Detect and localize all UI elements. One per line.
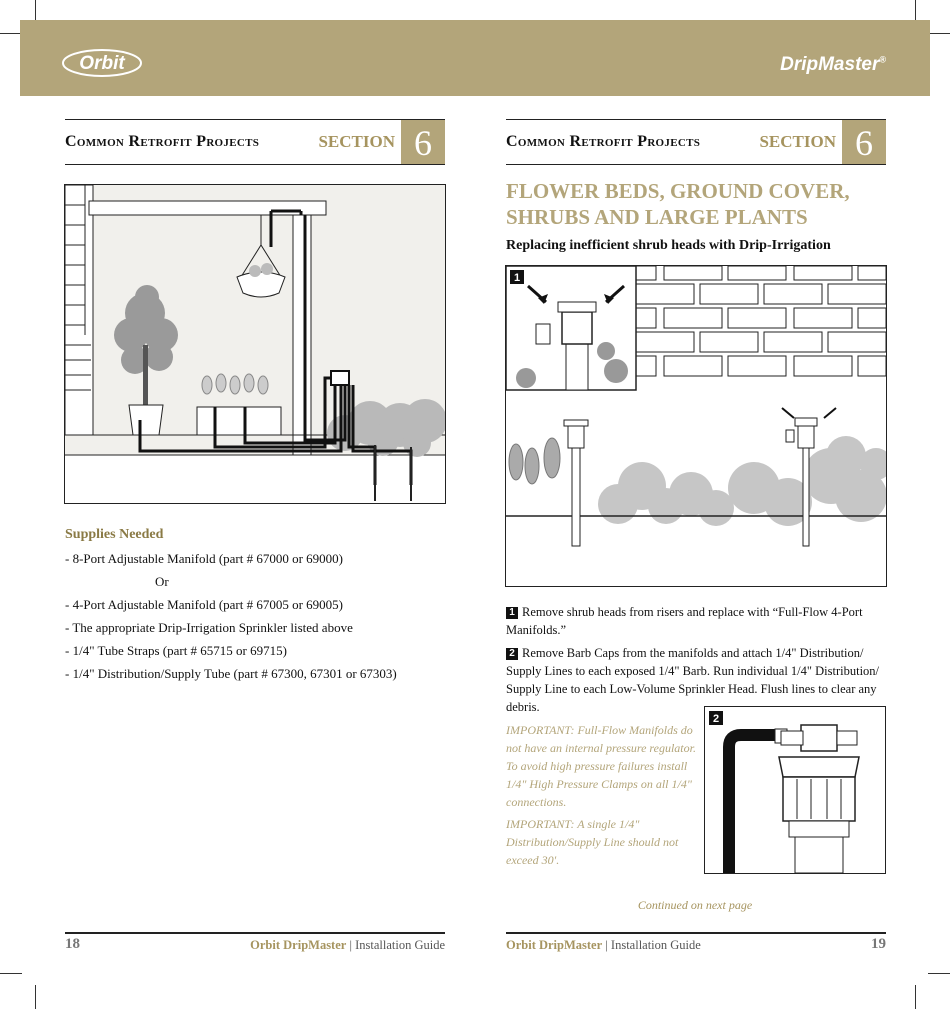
- orbit-logo: [62, 48, 144, 78]
- continued-note: Continued on next page: [637, 898, 753, 912]
- important-note-1: IMPORTANT: Full-Flow Manifolds do not have an internal pressure regulator. To avoid high pressure failures install 1/4" High Pressure Clamps on all 1/4" connections.: [506, 723, 696, 809]
- crop-mark: [928, 33, 950, 34]
- section-label: SECTION: [759, 132, 836, 151]
- supplies-title: Supplies Needed: [65, 527, 164, 542]
- svg-text:Orbit: Orbit: [79, 53, 125, 74]
- supply-or: Or: [155, 574, 169, 589]
- page-number-left: 18: [65, 936, 80, 952]
- section-header-right: [506, 119, 886, 165]
- page-title: FLOWER BEDS, GROUND COVER, SHRUBS AND LARGE PLANTS: [506, 179, 850, 229]
- page-number-right: 19: [871, 936, 886, 952]
- important-note-2: IMPORTANT: A single 1/4" Distribution/Supply Line should not exceed 30'.: [506, 817, 679, 867]
- section-number: 6: [401, 120, 445, 164]
- crop-mark: [0, 33, 22, 34]
- section-number: 6: [842, 120, 886, 164]
- crop-mark: [915, 985, 916, 1009]
- step-2-badge: 2: [506, 648, 518, 660]
- step-1: 1 Remove shrub heads from risers and replace with “Full-Flow 4-Port Manifolds.”: [506, 605, 863, 637]
- crop-mark: [928, 973, 950, 974]
- svg-text:2: 2: [712, 713, 720, 725]
- supply-item: - 1/4" Tube Straps (part # 65715 or 69715): [65, 643, 287, 658]
- crop-mark: [915, 0, 916, 22]
- step-1-badge: 1: [506, 607, 518, 619]
- page-subtitle: Replacing inefficient shrub heads with Drip-Irrigation: [506, 238, 831, 253]
- section-title: Common Retrofit Projects: [65, 133, 260, 150]
- footer-rule: [506, 932, 886, 934]
- supply-item: - 4-Port Adjustable Manifold (part # 67005 or 69005): [65, 597, 344, 612]
- step-2: 2 Remove Barb Caps from the manifolds and attach 1/4" Distribution/ Supply Lines to each exposed 1/4" Barb. Run individual 1/4" Distribution/ Supply Line to each Low-Volume Sprinkler Head. Flush lines to clear any debris.: [506, 646, 880, 714]
- crop-mark: [35, 985, 36, 1009]
- crop-mark: [0, 973, 22, 974]
- section-header-left: [65, 119, 445, 165]
- footer-brand-left: Orbit DripMaster | Installation Guide: [250, 938, 445, 952]
- section-title: Common Retrofit Projects: [506, 133, 701, 150]
- section-label: SECTION: [318, 132, 395, 151]
- svg-text:1: 1: [513, 272, 521, 284]
- brand-title: DripMaster®: [780, 54, 886, 75]
- footer-brand-right: Orbit DripMaster | Installation Guide: [506, 938, 701, 952]
- patio-drip-illustration: [64, 184, 446, 504]
- supply-item: - 8-Port Adjustable Manifold (part # 67000 or 69000): [65, 551, 344, 566]
- shrub-head-figure: [505, 265, 887, 587]
- crop-mark: [35, 0, 36, 22]
- supply-item: - The appropriate Drip-Irrigation Sprinkler listed above: [65, 620, 353, 635]
- footer-rule: [65, 932, 445, 934]
- supply-item: - 1/4" Distribution/Supply Tube (part # 67300, 67301 or 67303): [65, 666, 397, 681]
- manifold-closeup-figure: [704, 706, 886, 874]
